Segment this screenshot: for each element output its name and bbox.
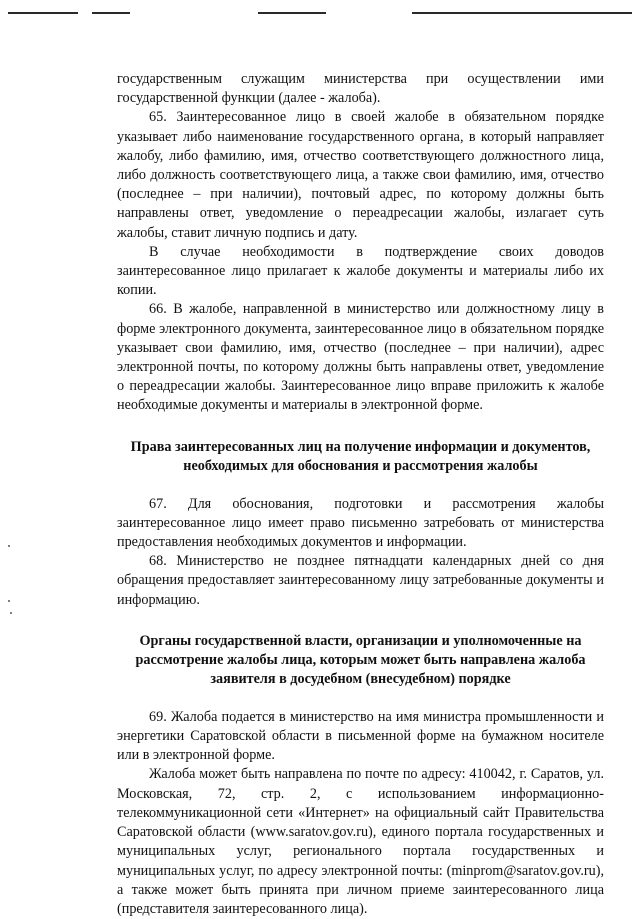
paragraph-65-attachments: В случае необходимости в подтверждение своих доводов заинтересованное лицо прилагает к жалобе документы и материалы либо их копии. [117, 243, 604, 299]
paragraph-68: 68. Министерство не позднее пятнадцати календарных дней со дня обращения предоставляет заинтересованному лицу затребованные документы и информацию. [117, 553, 604, 608]
scan-line-right [412, 12, 632, 14]
spacer [117, 689, 604, 708]
paragraph-69: 69. Жалоба подается в министерство на имя министра промышленности и энергетики Саратовской области в письменной форме на бумажном носителе или в электронной форме. [117, 708, 604, 764]
scan-line-left-2 [92, 12, 130, 14]
spacer [117, 416, 604, 438]
spacer [117, 610, 604, 632]
scan-line-left [8, 12, 78, 14]
paragraph-69-postal: Жалоба может быть направлена по почте по адресу: 410042, г. Саратов, ул. Московская, 72, стр. 2, с использованием информационно-телекоммуникационной сети «Интернет» на официальный сайт Правительства Саратовской области (www.saratov.gov.ru), единого портала государственных и муниципальных услуг, регионального портала государственных и муниципальных услуг, по адресу электронной почты: (minprom@saratov.gov.ru), а также может быть принята при личном приеме заинтересованного лица (представителя заинтересованного лица). [117, 766, 604, 917]
section-heading-rights: Права заинтересованных лиц на получение информации и документов, необходимых для обоснования и рассмотрения жалобы [130, 438, 591, 474]
paragraph-67: 67. Для обоснования, подготовки и рассмотрения жалобы заинтересованное лицо имеет право письменно затребовать от министерства предоставления необходимых документов и информации. [117, 495, 604, 551]
document-page [117, 70, 604, 919]
paragraph-66: 66. В жалобе, направленной в министерство или должностному лицу в форме электронного документа, заинтересованное лицо в обязательном порядке указывает свои фамилию, имя, отчество (последнее – при наличии), адрес электронной почты, по которому должны быть направлены ответ, уведомление о переадресации жалобы. Заинтересованное лицо вправе приложить к жалобе необходимые документы и материалы в электронной форме. [117, 301, 604, 414]
spacer [117, 476, 604, 495]
scan-speck [10, 612, 12, 614]
scan-speck [8, 545, 10, 547]
section-heading-authorities: Органы государственной власти, организации и уполномоченные на рассмотрение жалобы лица, которым может быть направлена жалоба заявителя в досудебном (внесудебном) порядке [135, 632, 586, 687]
scan-speck [8, 600, 10, 602]
paragraph-65: 65. Заинтересованное лицо в своей жалобе в обязательном порядке указывает либо наименование государственного органа, в который направляет жалобу, либо фамилию, имя, отчество соответствующего должностного лица, либо должность соответствующего лица, а также свои фамилию, имя, отчество (последнее – при наличии), почтовый адрес, по которому должны быть направлены ответ, уведомление о переадресации жалобы, излагает суть жалобы, ставит личную подпись и дату. [117, 109, 604, 241]
paragraph-continuation: государственным служащим министерства при осуществлении ими государственной функции (далее - жалоба). [117, 71, 604, 107]
scan-line-middle [258, 12, 326, 14]
